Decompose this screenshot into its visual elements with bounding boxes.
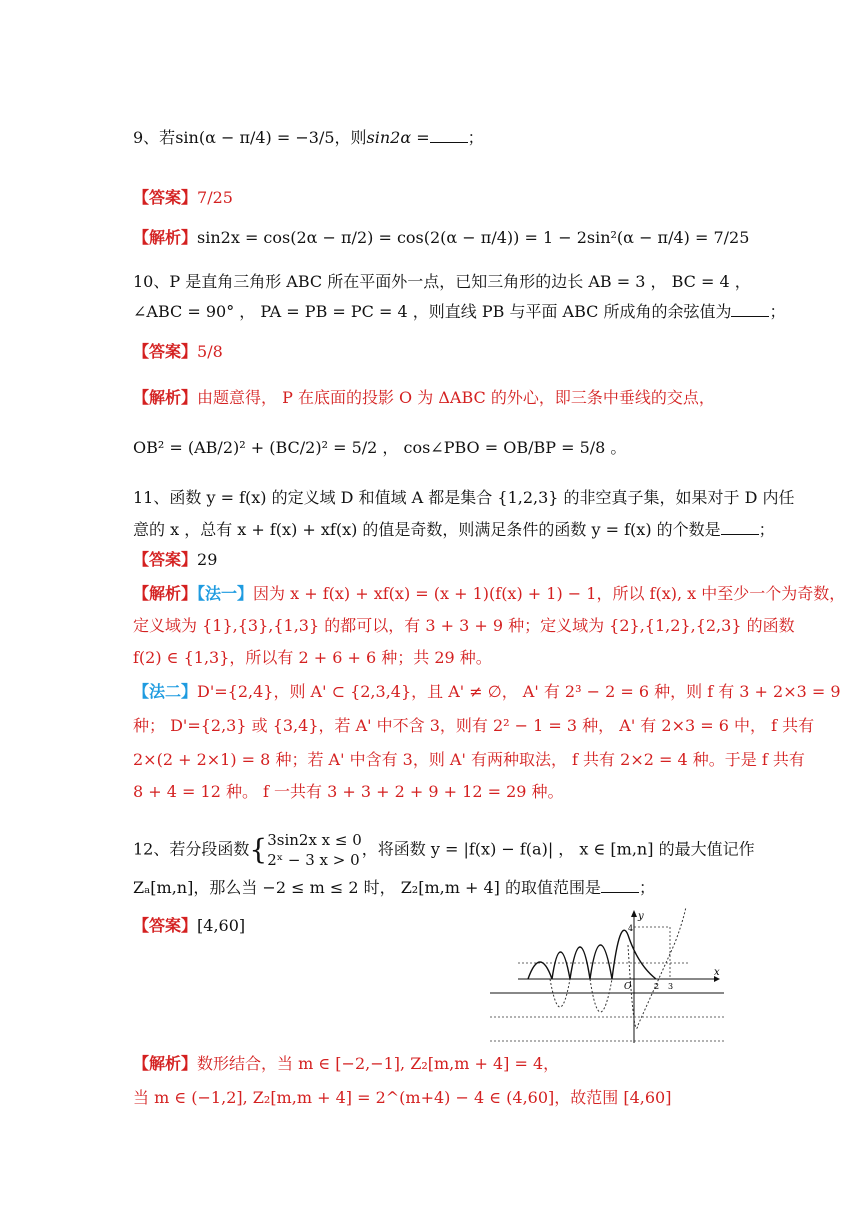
dotted-curve — [550, 907, 686, 1028]
q12-solution-line2: 当 m ∈ (−1,2], Z₂[m,m + 4] = 2^(m+4) − 4 ∈ (4,60]，故范围 [4,60] — [133, 1088, 672, 1107]
q9-answer: 【答案】7/25 — [133, 188, 233, 207]
q11-method1-line2: 定义域为 {1},{3},{1,3} 的都可以，有 3 + 3 + 9 种；定义域为 {2},{1,2},{2,3} 的函数 — [133, 616, 795, 635]
q9-solution-text: sin2x = cos(2α − π/2) = cos(2(α − π/4)) = 1 − 2sin²(α − π/4) = 7/25 — [197, 228, 750, 247]
tick-4-label: 4 — [628, 924, 634, 933]
q9-answer-value: 7/25 — [197, 188, 233, 207]
q12-answer: 【答案】[4,60] — [133, 916, 246, 935]
q12-piecewise: 3sin2x x ≤ 0 2ˣ − 3 x > 0 — [267, 831, 362, 869]
q9-solution: 【解析】sin2x = cos(2α − π/2) = cos(2(α − π/4)) = 1 − 2sin²(α − π/4) = 7/25 — [133, 228, 750, 247]
q9-stem: 9、若sin(α − π/4) = −3/5，则sin2α = ； — [133, 128, 484, 147]
q11-method2-line1: 【法二】D'={2,4}，则 A' ⊂ {2,3,4}，且 A' ≠ ∅， A' 有 2³ − 2 = 6 种，则 f 有 3 + 2×3 = 9 — [133, 682, 841, 701]
q12-stem-line1: 12、若分段函数{ 3sin2x x ≤ 0 2ˣ − 3 x > 0 ，将函数 y = |f(x) − f(a)| ， x ∈ [m,n] 的最大值记作 — [133, 831, 755, 869]
q11-method2-line4: 8 + 4 = 12 种。 f 一共有 3 + 3 + 2 + 9 + 12 = 29 种。 — [133, 782, 564, 801]
q10-solution-line2: OB² = (AB/2)² + (BC/2)² = 5/2 ， cos∠PBO = OB/BP = 5/8 。 — [133, 438, 627, 457]
q10-stem-line1: 10、P 是直角三角形 ABC 所在平面外一点，已知三角形的边长 AB = 3 ， BC = 4 ， — [133, 272, 751, 291]
x-axis-label: x — [714, 967, 720, 978]
solid-curve — [528, 930, 656, 979]
tick-2-label: 2 — [654, 982, 660, 991]
q9-expression: sin(α − π/4) = −3/5 — [175, 128, 335, 147]
q12-blank — [601, 878, 639, 893]
q12-stem-line2: Zₐ[m,n]，那么当 −2 ≤ m ≤ 2 时， Z₂[m,m + 4] 的取值范围是 ； — [133, 878, 655, 897]
q10-answer-value: 5/8 — [197, 342, 223, 361]
q10-solution-line1: 【解析】由题意得， P 在底面的投影 O 为 ΔABC 的外心，即三条中垂线的交点， — [133, 388, 715, 407]
q11-answer: 【答案】29 — [133, 550, 218, 569]
q9-blank — [430, 128, 468, 143]
q10-answer: 【答案】5/8 — [133, 342, 223, 361]
q11-method2-line3: 2×(2 + 2×1) = 8 种；若 A' 中含有 3，则 A' 有两种取法， f 共有 2×2 = 4 种。于是 f 共有 — [133, 750, 805, 769]
q11-stem-line1: 11、函数 y = f(x) 的定义域 D 和值域 A 都是集合 {1,2,3} 的非空真子集，如果对于 D 内任 — [133, 488, 795, 507]
q11-blank — [721, 520, 759, 535]
q11-stem-line2: 意的 x ，总有 x + f(x) + xf(x) 的值是奇数，则满足条件的函数 y = f(x) 的个数是 ； — [133, 520, 775, 539]
q12-answer-value: [4,60] — [197, 916, 246, 935]
q11-method1-line3: f(2) ∈ {1,3}，所以有 2 + 6 + 6 种；共 29 种。 — [133, 648, 492, 667]
y-axis-label: y — [638, 911, 644, 922]
tick-3-label: 3 — [668, 982, 674, 991]
y-axis-arrow-icon — [631, 910, 637, 917]
origin-label: O — [624, 982, 632, 992]
q10-blank — [731, 302, 769, 317]
q11-method1-line1: 【解析】【法一】因为 x + f(x) + xf(x) = (x + 1)(f(x) + 1) − 1，所以 f(x), x 中至少一个为奇数， — [133, 584, 846, 603]
q12-function-graph — [488, 905, 728, 1045]
q12-solution-line1: 【解析】数形结合，当 m ∈ [−2,−1], Z₂[m,m + 4] = 4， — [133, 1054, 560, 1073]
q11-answer-value: 29 — [197, 550, 218, 569]
q10-stem-line2: ∠ABC = 90° ， PA = PB = PC = 4 ，则直线 PB 与平面 ABC 所成角的余弦值为 ； — [133, 302, 786, 321]
q11-method2-line2: 种； D'={2,3} 或 {3,4}，若 A' 中不含 3，则有 2² − 1 = 3 种， A' 有 2×3 = 6 中， f 共有 — [133, 716, 815, 735]
